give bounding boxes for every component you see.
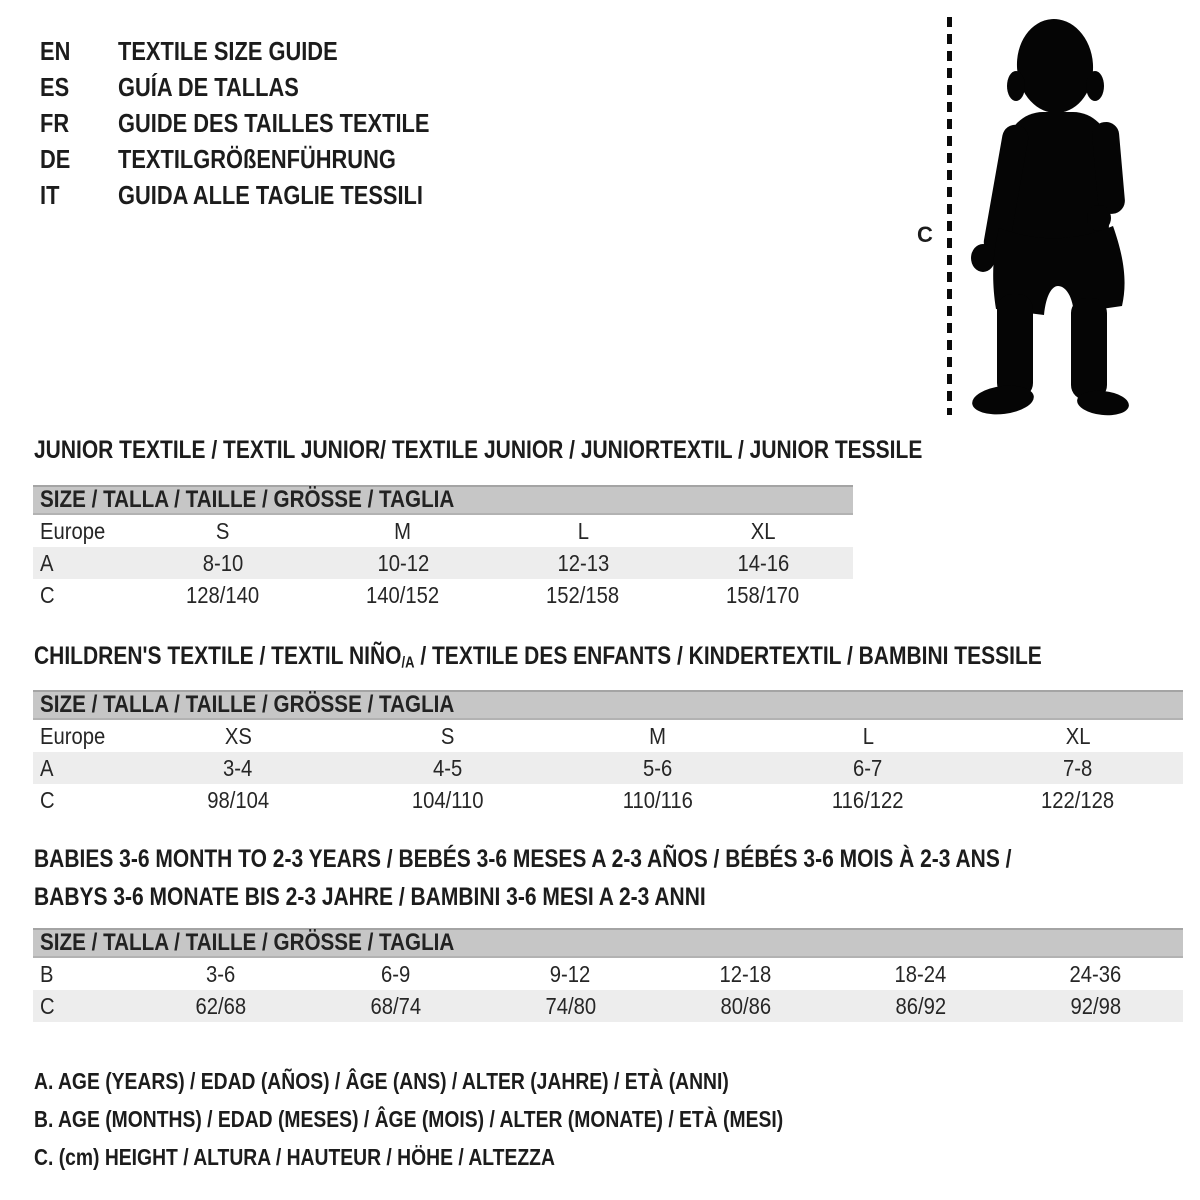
- age-cell: 6-7: [853, 754, 883, 781]
- junior-section-heading: JUNIOR TEXTILE / TEXTIL JUNIOR/ TEXTILE JUNIOR / JUNIORTEXTIL / JUNIOR TESSILE: [34, 436, 923, 464]
- height-cell: 98/104: [207, 786, 269, 813]
- row-label: C: [40, 992, 55, 1019]
- height-cell: 116/122: [832, 786, 904, 813]
- language-row: [40, 141, 489, 177]
- row-label: B: [40, 960, 54, 987]
- age-cell: 10-12: [377, 549, 429, 576]
- size-cell: XS: [224, 722, 252, 749]
- row-label: Europe: [40, 722, 106, 749]
- months-cell: 12-18: [719, 960, 772, 987]
- language-title: GUÍA DE TALLAS: [118, 71, 299, 102]
- babies-section-heading-line1: BABIES 3-6 MONTH TO 2-3 YEARS / BEBÉS 3-6 MESES A 2-3 AÑOS / BÉBÉS 3-6 MOIS À 2-3 ANS /: [34, 845, 1012, 873]
- legend-line-c: C. (cm) HEIGHT / ALTURA / HAUTEUR / HÖHE / ALTEZZA: [34, 1144, 555, 1170]
- months-cell: 3-6: [205, 960, 236, 987]
- months-cell: 18-24: [894, 960, 947, 987]
- size-cell: L: [862, 722, 874, 749]
- height-row: [33, 784, 1183, 816]
- size-cell: M: [394, 517, 412, 544]
- height-cell: 128/140: [186, 581, 260, 608]
- dashed-height-line: [947, 17, 952, 415]
- age-row: [33, 547, 853, 579]
- language-row: [40, 177, 489, 213]
- size-cell: L: [577, 517, 589, 544]
- language-title: GUIDA ALLE TAGLIE TESSILI: [118, 179, 423, 210]
- age-cell: 3-4: [223, 754, 253, 781]
- height-cell: 158/170: [726, 581, 800, 608]
- nino-a-subscript: /A: [401, 654, 415, 672]
- language-code: FR: [40, 107, 70, 138]
- children-section-heading: CHILDREN'S TEXTILE / TEXTIL $NIÑO_{/A}$ / TEXTILE DES ENFANTS / KINDERTEXTIL / BAMBINI TESSILE: [34, 642, 1042, 672]
- language-title-list: [40, 33, 489, 213]
- height-cell: 140/152: [366, 581, 440, 608]
- size-header-bar: [33, 690, 1183, 720]
- height-label-c: C: [917, 222, 933, 247]
- size-row: [33, 720, 1183, 752]
- babies-size-table: [33, 928, 1183, 1022]
- months-row: [33, 958, 1183, 990]
- months-cell: 24-36: [1069, 960, 1122, 987]
- age-cell: 7-8: [1063, 754, 1093, 781]
- height-cell: 122/128: [1041, 786, 1115, 813]
- age-row: [33, 752, 1183, 784]
- row-label: A: [40, 754, 54, 781]
- months-cell: 6-9: [380, 960, 411, 987]
- legend-line-b: B. AGE (MONTHS) / EDAD (MESES) / ÂGE (MOIS) / ALTER (MONATE) / ETÀ (MESI): [34, 1106, 784, 1132]
- children-size-table: [33, 690, 1183, 816]
- height-cell: 80/86: [720, 992, 771, 1019]
- language-row: [40, 69, 489, 105]
- language-code: DE: [40, 143, 71, 174]
- language-title: TEXTILGRÖßENFÜHRUNG: [118, 143, 396, 174]
- months-cell: 9-12: [550, 960, 591, 987]
- size-header-label: SIZE / TALLA / TAILLE / GRÖSSE / TAGLIA: [40, 486, 455, 513]
- language-code: EN: [40, 35, 71, 66]
- height-cell: 74/80: [545, 992, 596, 1019]
- age-cell: 8-10: [202, 549, 244, 576]
- row-label: Europe: [40, 517, 106, 544]
- height-row: [33, 579, 853, 611]
- size-row: [33, 515, 853, 547]
- age-cell: 4-5: [433, 754, 463, 781]
- row-label: A: [40, 549, 54, 576]
- height-cell: 110/116: [622, 786, 694, 813]
- size-cell: XL: [750, 517, 776, 544]
- height-cell: 104/110: [412, 786, 484, 813]
- row-label: C: [40, 581, 55, 608]
- language-code: ES: [40, 71, 70, 102]
- row-label: C: [40, 786, 55, 813]
- height-cell: 68/74: [370, 992, 421, 1019]
- height-cell: 62/68: [195, 992, 246, 1019]
- height-row: [33, 990, 1183, 1022]
- language-title: GUIDE DES TAILLES TEXTILE: [118, 107, 430, 138]
- language-title: TEXTILE SIZE GUIDE: [118, 35, 338, 66]
- size-cell: M: [649, 722, 667, 749]
- babies-section-heading-line2: BABYS 3-6 MONATE BIS 2-3 JAHRE / BAMBINI 3-6 MESI A 2-3 ANNI: [34, 883, 706, 911]
- size-header-bar: [33, 485, 853, 515]
- size-header-label: SIZE / TALLA / TAILLE / GRÖSSE / TAGLIA: [40, 929, 455, 956]
- legend-line-a: A. AGE (YEARS) / EDAD (AÑOS) / ÂGE (ANS) / ALTER (JAHRE) / ETÀ (ANNI): [34, 1068, 729, 1094]
- height-cell: 86/92: [895, 992, 946, 1019]
- height-cell: 92/98: [1070, 992, 1121, 1019]
- size-cell: XL: [1065, 722, 1091, 749]
- language-row: [40, 33, 489, 69]
- language-code: IT: [40, 179, 60, 210]
- junior-size-table: [33, 485, 853, 611]
- age-cell: 5-6: [643, 754, 673, 781]
- language-row: [40, 105, 489, 141]
- size-header-label: SIZE / TALLA / TAILLE / GRÖSSE / TAGLIA: [40, 691, 455, 718]
- age-cell: 12-13: [557, 549, 609, 576]
- size-cell: S: [441, 722, 455, 749]
- size-header-bar: [33, 928, 1183, 958]
- height-cell: 152/158: [546, 581, 620, 608]
- size-cell: S: [216, 517, 230, 544]
- baby-silhouette-image: [967, 16, 1137, 416]
- age-cell: 14-16: [737, 549, 789, 576]
